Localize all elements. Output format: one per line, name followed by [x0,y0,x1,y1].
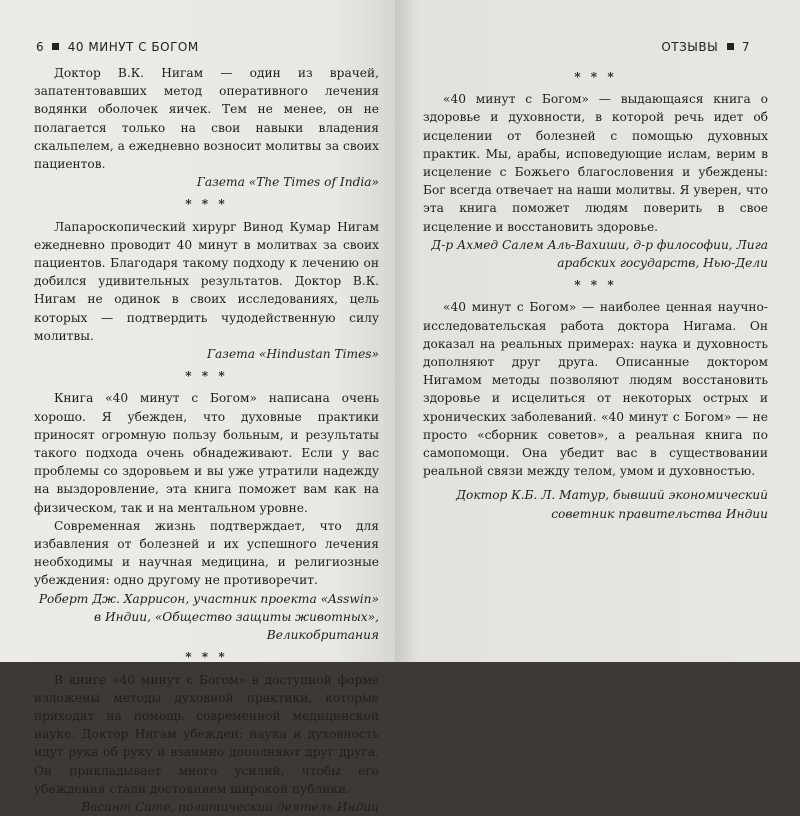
review-text: В книге «40 минут с Богом» в доступной форме изложены методы духовной практики, которые приходят на помощь современной медицинской науке. Доктор Нигам убежден: наука и духовность идут рука об руку и взаимно дополняют друг друга. Он прикладывает много усилий, чтобы его убеждения стали достоянием широкой публики. [34,672,379,796]
review-text: Доктор В.К. Нигам — один из врачей, запатентовавших метод оперативного лечения водянки оболочек яичек. Тем не менее, он не полагается только на свои навыки владения скальпелем, а ежедневно возносит молитвы за своих пациентов. [34,66,379,172]
right-body [423,64,768,523]
right-header [661,40,750,54]
review-text: Книга «40 минут с Богом» написана очень хорошо. Я убежден, что духовные практики приносят огромную пользу больным, и результаты такого подхода очень обнадеживают. Если у вас проблемы со здоровьем и вы уже утратили надежду на выздоровление, эта книга поможет вам как на физическом, так и на ментальном уровне. [34,391,379,515]
separator: * * * [185,650,228,665]
review-source: Доктор К.Б. Л. Матур, бывший экономический советник правительства Индии [456,488,768,521]
separator: * * * [185,369,228,384]
left-running-head: 40 МИНУТ С БОГОМ [67,40,199,54]
square-bullet-icon [727,43,734,50]
review-source: Роберт Дж. Харрисон, участник проекта «Asswin» в Индии, «Общество защиты животных», Великобритания [38,591,379,643]
left-page-number: 6 [36,40,45,54]
square-bullet-icon [52,43,59,50]
left-page [0,0,395,814]
separator: * * * [574,278,617,293]
review-text: «40 минут с Богом» — наиболее ценная научно-исследовательская работа доктора Нигама. Он доказал на реальных примерах: наука и духовность дополняют друг друга. Описанные доктором Нигамом методы позволяют людям восстановить здоровье и исцелиться от некоторых острых и хронических заболеваний. «40 минут с Богом» — не просто «сборник советов», а реальная книга по самопомощи. Она убедит вас в существовании реальной связи между телом, умом и духовностью. [423,300,768,479]
separator: * * * [185,197,228,212]
review-text: Современная жизнь подтверждает, что для избавления от болезней и их успешного лечения необходимы и научная медицина, и религиозные убеждения: одно другому не противоречит. [34,518,379,588]
review-text: Лапароскопический хирург Винод Кумар Нигам ежедневно проводит 40 минут в молитвах за своих пациентов. Благодаря такому подходу к лечению он добился удивительных результатов. Доктор В.К. Нигам не одинок в своих исследованиях, цель которых — подтвердить чудодейственную силу молитвы. [34,219,379,343]
right-page-number: 7 [741,40,750,54]
left-header [36,40,199,54]
review-source: Газета «Hindustan Times» [206,347,379,362]
review-source: Газета «The Times of India» [196,175,379,190]
separator: * * * [574,70,617,84]
review-text: «40 минут с Богом» — выдающаяся книга о здоровье и духовности, в которой речь идет об исцелении от болезней с помощью духовных практик. Мы, арабы, исповедующие ислам, верим в исцеление с Божьего благословения и убеждены: Бог всегда отвечает на наши молитвы. Я уверен, что эта книга поможет людям поверить в свое исцеление и восстановить здоровье. [423,92,768,234]
left-body [34,64,379,816]
right-page [395,0,800,662]
right-running-head: ОТЗЫВЫ [661,40,719,54]
review-source: Васант Сате, политический деятель Индии [81,799,379,814]
review-source: Д-р Ахмед Салем Аль-Вахиши, д-р философии, Лига арабских государств, Нью-Дели [431,237,768,271]
